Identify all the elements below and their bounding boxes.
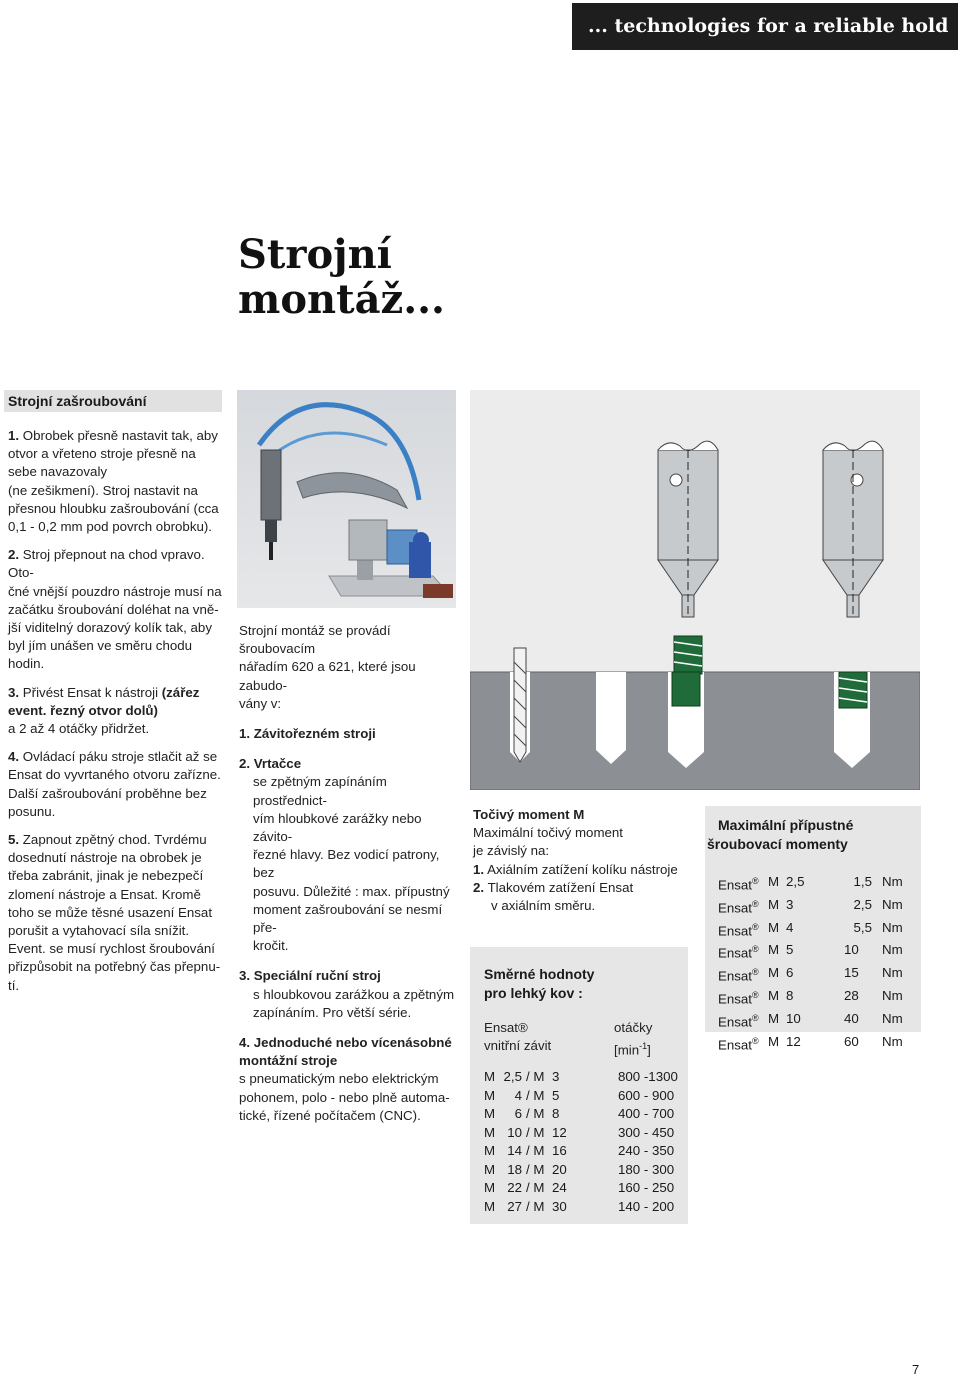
table-row: Ensat® M 3 2,5 Nm [718,896,903,916]
torque-section: Točivý moment M Maximální točivý moment je závislý na: 1. Axiálním zatížení kolíku nástroje 2. Tlakovém zatížení Ensat v axiálním směru. [473,806,693,915]
table-row: Ensat® M 6 15 Nm [718,965,903,984]
tool-right [823,441,883,708]
col1-heading: Strojní zašroubování [4,390,222,412]
step-1: 1. Obrobek přesně nastavit tak, aby otvor a vřeteno stroje přesně na sebe navazovaly (ne zešikmení). Stroj nastavit na přesnou hloubku zašroubování (cca 0,1 - 0,2 mm pod povrch obrobku). [8,428,219,535]
table-row: Ensat® M 12 60 Nm [718,1033,903,1053]
col2-text: Strojní montáž se provádí šroubovacím nářadím 620 a 621, které jsou zabudo- vány v: 1. Závitořezném stroji 2. Vrtačce se zpětným zapínáním prostřednict- vím hloubkové zarážky nebo závito- řezné hlavy. Bez vodicí patrony, bez posuvu. Důležité : max. přípustný moment zašroubování se nesmí pře- kročit. 3. Speciální ruční stroj s hloubkovou zarážkou a zpětným zapínáním. Pro větší série. 4. Jednoduché nebo vícenásobné montážní stroje s pneumatickým nebo elektrickým pohonem, polo - nebo plně automa- tické, řízené počítačem (CNC). [239,622,464,1125]
table-row: M 22 / M 24 160 - 250 [484,1180,675,1195]
step-3: 3. Přivést Ensat k nástroji (zářez event. řezný otvor dolů) a 2 až 4 otáčky přidržet. [8,684,200,737]
table-row: Ensat® M 4 5,5 Nm [718,919,903,939]
col1-steps [8,427,228,1005]
speed-panel: Směrné hodnoty pro lehký kov : Ensat® vnitřní závit otáčky $[\min^{-1}]$ M 2,5 / M 3 800 -1300 M 4 / M 5 600 - 900 M 6 / M 8 400 - 700 M 10 / M 12 300 - 450 M 14 / M 16 240 - 350 M 18 / M 20 180 - 300 M 22 / M 24 160 - 250 M 27 / M 30 140 - 200 [470,947,688,1224]
method-4-head: 4. Jednoduché nebo vícenásobné [239,1035,452,1051]
torque-heading: Točivý moment M [473,807,585,822]
title-line1: Strojní [238,231,392,278]
page-number: 7 [912,1362,920,1377]
method-1-head: 1. Závitořezném stroji [239,726,376,742]
table-row: M 14 / M 16 240 - 350 [484,1143,675,1158]
ensat-drilling-diagram [470,390,920,790]
speed-table [484,1068,678,1216]
max-torque-panel [705,806,921,1053]
table-row: Ensat® M 8 28 Nm [718,988,903,1007]
insert-diagram [470,390,920,790]
table-row: M 2,5 / M 3 800 -1300 [484,1069,678,1084]
table-row: M 4 / M 5 600 - 900 [484,1087,675,1103]
max-torque-heading: Maximální přípustné šroubovací momenty [707,817,854,852]
tapping-arm-illustration [237,390,456,608]
table-row: Ensat® M 10 40 Nm [718,1010,903,1030]
header-tagline: ... technologies for a reliable hold [572,3,958,50]
step-5: 5. Zapnout zpětný chod. Tvrdému dosednutí nástroje na obrobek je třeba zabránit, jinak je nebezpečí zlomení nástroje a Ensat. Kromě toho se může těsné usazení Ensat porušit a vytahovací síla snížit. Event. se musí rychlost šroubování přizpůsobit na potřebný čas přepnu- tí. [8,832,221,993]
page-title [238,232,445,322]
table-row: Ensat® M 2,5 1,5 Nm [718,874,903,893]
table-row: Ensat® M 5 10 Nm [718,942,903,961]
method-3-head: 3. Speciální ruční stroj [239,968,381,984]
tool-left [658,441,718,674]
table-row: M 18 / M 20 180 - 300 [484,1161,675,1177]
title-line2: montáž... [238,276,445,323]
table-row: M 10 / M 12 300 - 450 [484,1124,675,1140]
max-torque-table [718,872,903,1055]
table-row: M 27 / M 30 140 - 200 [484,1198,675,1214]
step-num: 1. [8,428,20,443]
step-2: 2. Stroj přepnout na chod vpravo. Oto- čné vnější pouzdro nástroje musí na začátku šroubování doléhat na vně- jší viditelný dorazový kolík tak, aby byl jím unášen ve směru chodu hodin. [8,547,222,672]
step-4: 4. Ovládací páku stroje stlačit až se Ensat do vyvrtaného otvoru zařízne. Další zašroubování proběhne bez posunu. [8,749,221,819]
table-row: M 6 / M 8 400 - 700 [484,1106,675,1121]
method-2-head: 2. Vrtačce [239,756,302,772]
speed-heading: Směrné hodnoty pro lehký kov : [484,966,595,1001]
machine-photo [237,390,456,608]
